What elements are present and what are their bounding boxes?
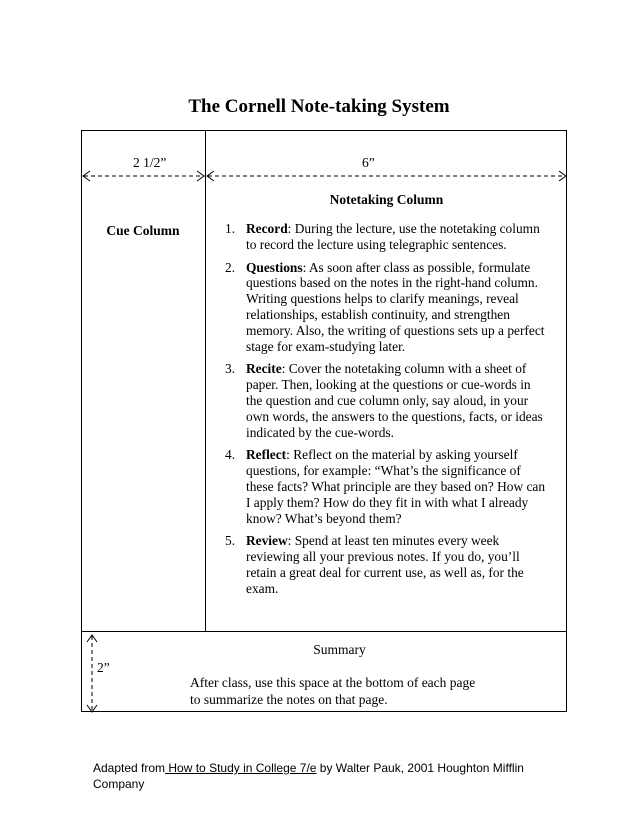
step-text: : As soon after class as possible, formulate questions based on the notes in the right-hand column. Writing questions helps to clarify meanings, reveal relationships, establish continuity, and strengthen memory. Also, the writing of questions sets up a perfect stage for exam-studying later. bbox=[246, 259, 545, 354]
step-term: Review bbox=[246, 533, 288, 549]
step-term: Record bbox=[246, 221, 288, 236]
list-item bbox=[225, 533, 547, 596]
step-text: : Cover the notetaking column with a sheet of paper. Then, looking at the questions or cue-words in the question and cue column only, say aloud, in your own words, the answers to the questions, facts, or ideas indicated by the cue-words. bbox=[246, 361, 543, 440]
step-text: : Reflect on the material by asking yourself questions, for example: “What’s the significance of these facts? What principle are they based on? How can I apply them? How do they fit in with what I already know? What’s beyond them? bbox=[246, 447, 546, 526]
cue-column-title: Cue Column bbox=[106, 223, 180, 238]
steps-list bbox=[225, 221, 547, 604]
summary-line: After class, use this space at the bottom of each page bbox=[190, 675, 476, 690]
list-item bbox=[225, 221, 547, 253]
list-item bbox=[225, 447, 547, 526]
step-text: : Spend at least ten minutes every week reviewing all your previous notes. If you do, you’ll retain a great deal for current use, as well as, for the exam. bbox=[246, 533, 524, 596]
step-number: 2. bbox=[225, 259, 236, 275]
summary-height-label: 2” bbox=[97, 660, 110, 675]
notes-width-arrow bbox=[207, 171, 566, 181]
list-item bbox=[225, 361, 547, 440]
cue-width-arrow bbox=[83, 171, 204, 181]
list-item bbox=[225, 260, 547, 355]
step-number: 1. bbox=[225, 221, 236, 236]
citation-prefix: Adapted from bbox=[93, 761, 166, 775]
summary-line: to summarize the notes on that page. bbox=[190, 692, 388, 707]
notes-width-label: 6” bbox=[362, 155, 375, 170]
cue-width-label: 2 1/2” bbox=[133, 155, 167, 170]
page-title: The Cornell Note-taking System bbox=[188, 96, 450, 117]
source-citation bbox=[93, 760, 563, 792]
step-number: 3. bbox=[225, 361, 236, 377]
step-term: Recite bbox=[246, 361, 282, 377]
step-number: 4. bbox=[225, 447, 236, 463]
citation-suffix: by Walter Pauk, 2001 Houghton Mifflin Company bbox=[93, 761, 524, 791]
notetaking-column-title: Notetaking Column bbox=[329, 192, 444, 207]
summary-title: Summary bbox=[313, 642, 366, 657]
step-number: 5. bbox=[225, 533, 236, 549]
summary-text bbox=[190, 674, 550, 708]
step-term: Questions bbox=[246, 259, 303, 275]
step-text: : During the lecture, use the notetaking column to record the lecture using telegraphic sentences. bbox=[246, 221, 540, 252]
book-title: How to Study in College 7/e bbox=[165, 761, 317, 775]
step-term: Reflect bbox=[246, 447, 287, 463]
